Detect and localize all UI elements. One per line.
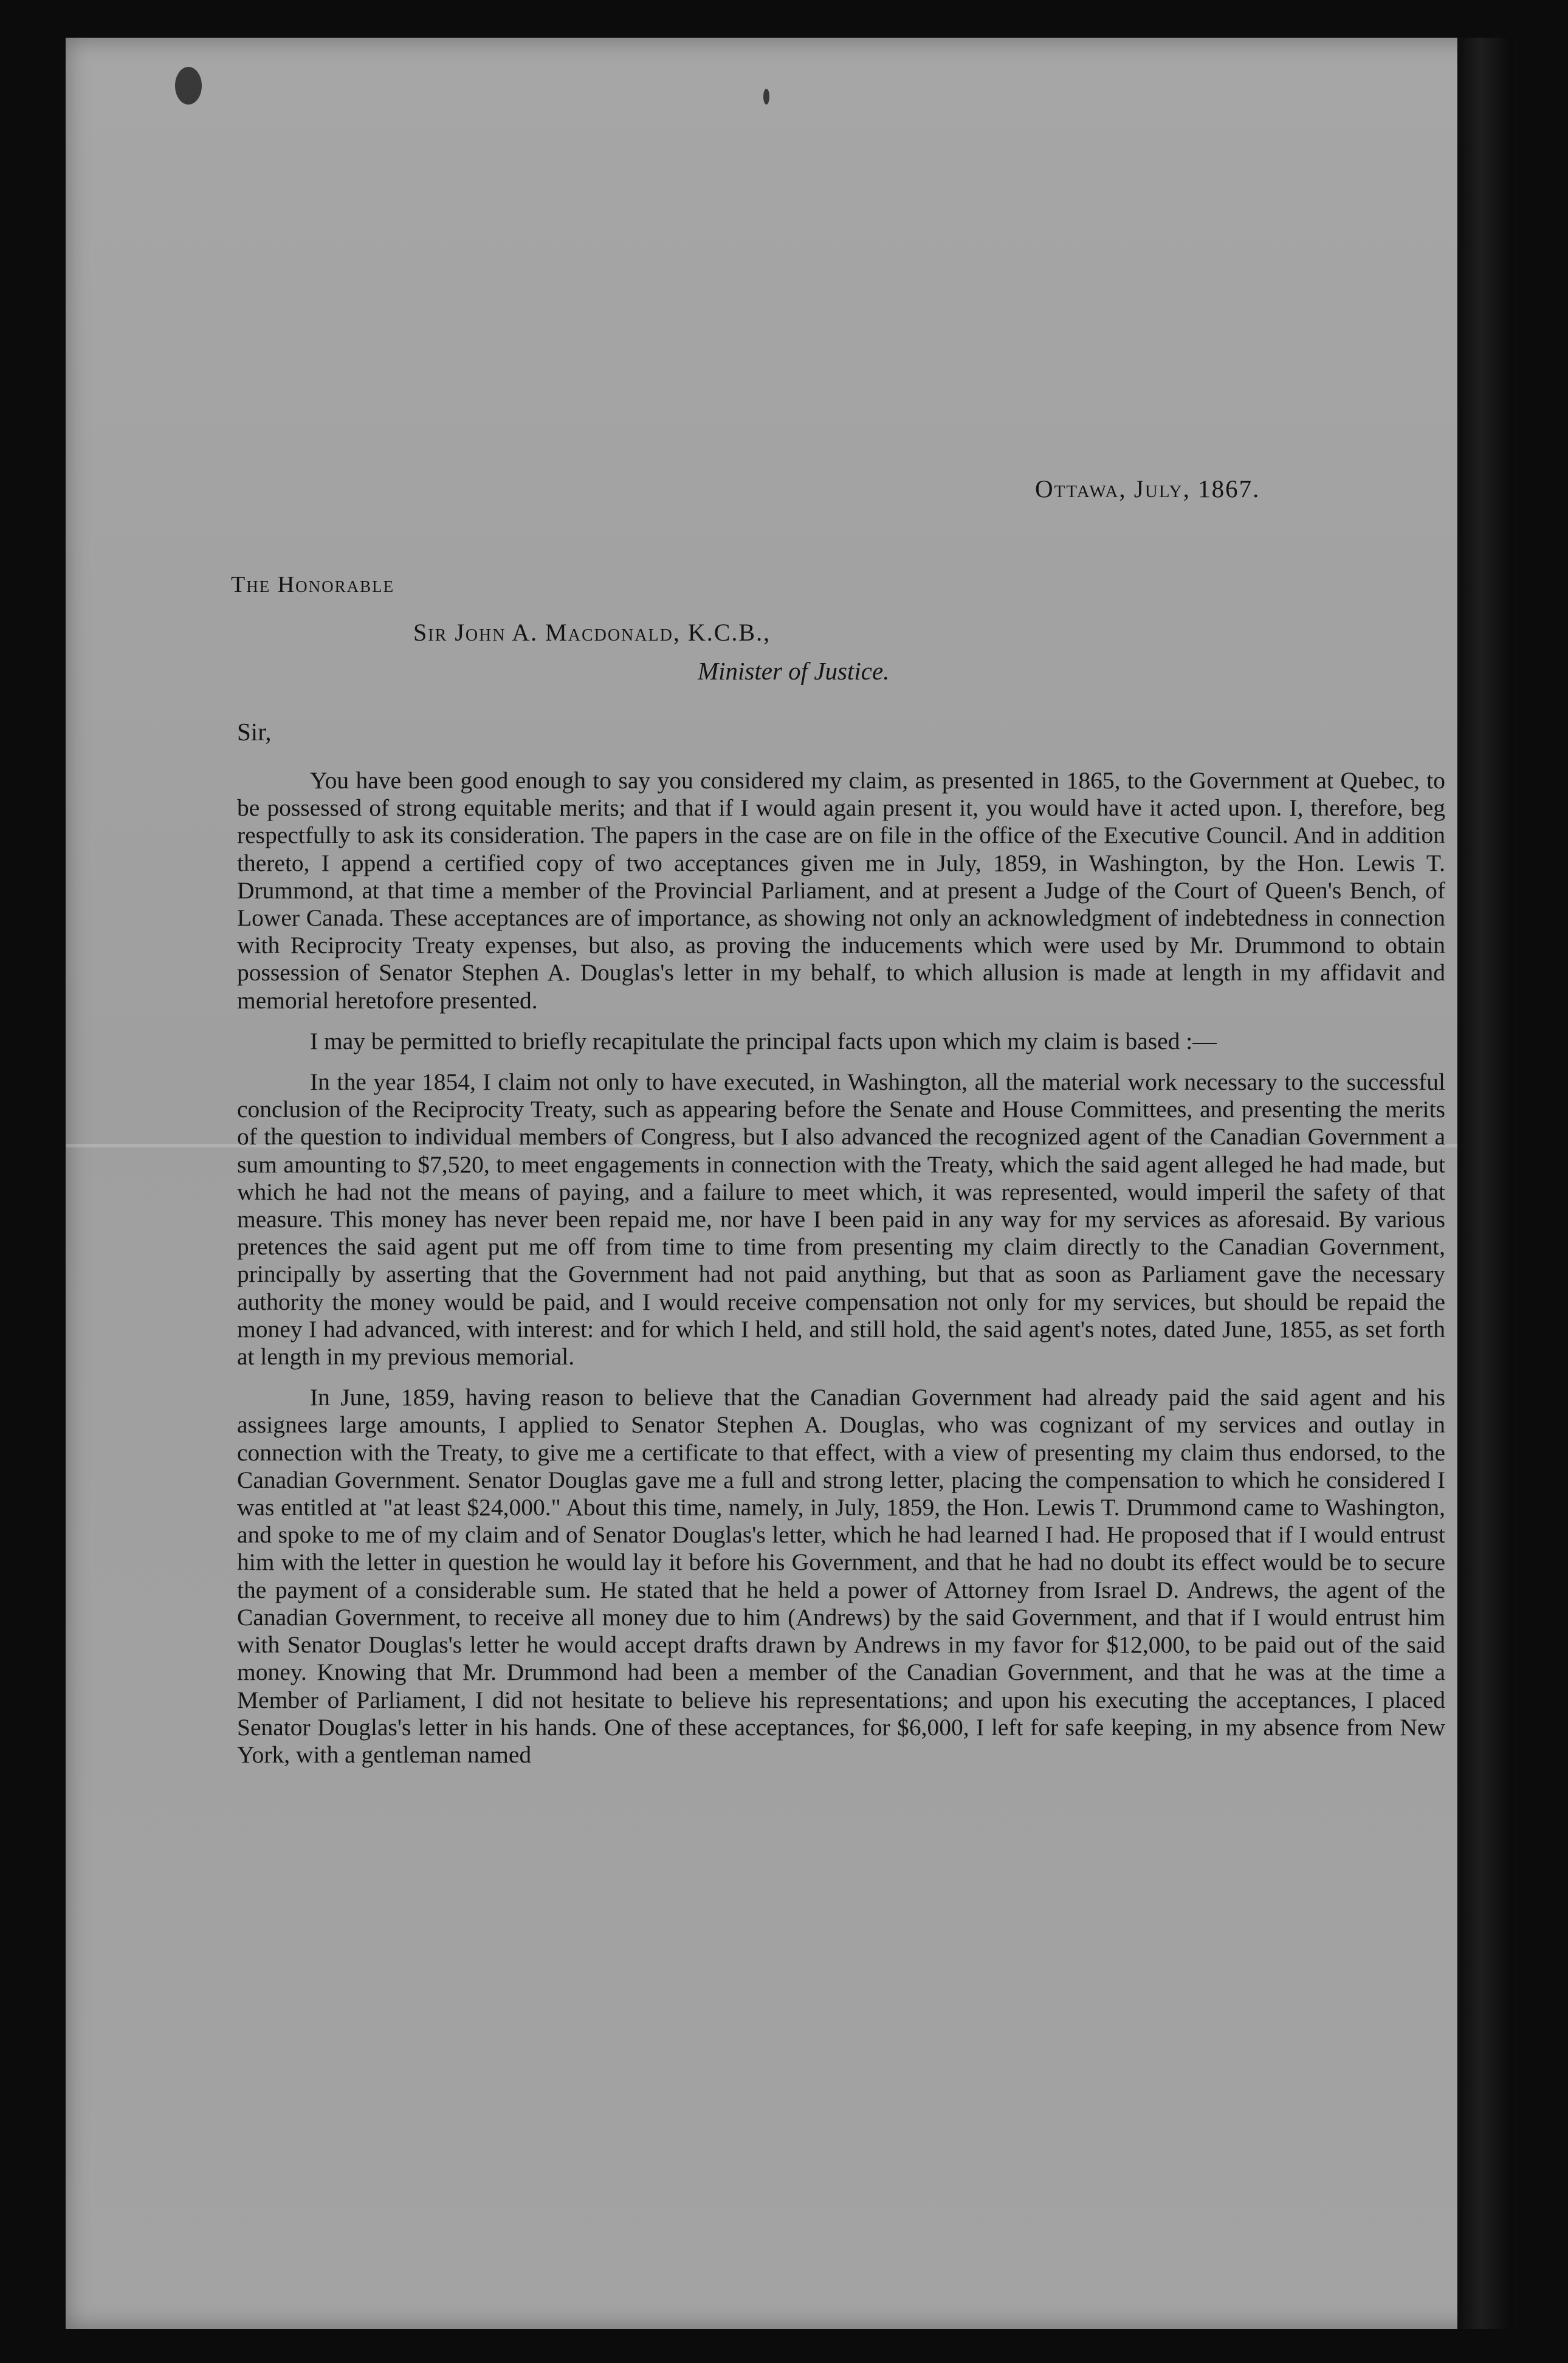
paragraph-1859-acceptances: In June, 1859, having reason to believe that the Canadian Government had already paid the said agent and his assignees large amounts, I applied to Senator Stephen A. Douglas, who was cognizant of my services and outlay in connection with the Treaty, to give me a certificate to that effect, with a view of presenting my claim thus endorsed, to the Canadian Government. Senator Douglas gave me a full and strong letter, placing the compensation to which he considered I was entitled at "at least $24,000." About this time, namely, in July, 1859, the Hon. Lewis T. Drummond came to Washington, and spoke to me of my claim and of Senator Douglas's letter, which he had learned I had. He proposed that if I would entrust him with the letter in question he would lay it before his Government, and that he had no doubt its effect would be to secure the payment of a considerable sum. He stated that he held a power of Attorney from Israel D. Andrews, the agent of the Canadian Government, to receive all money due to him (Andrews) by the said Government, and that if I would entrust him with Senator Douglas's letter he would accept drafts drawn by Andrews in my favor for $12,000, to be paid out of the said money. Knowing that Mr. Drummond had been a member of the Canadian Government, and that he was at the time a Member of Parliament, I did not hesitate to believe his representations; and upon his executing the acceptances, I placed Senator Douglas's letter in his hands. One of these acceptances, for $6,000, I left for safe keeping, in my absence from New York, with a gentleman named [237, 1384, 1445, 1768]
paragraph-recapitulate: I may be permitted to briefly recapitulate the principal facts upon which my claim is based :— [310, 1027, 1217, 1054]
scan-edge [1457, 38, 1513, 2329]
letter-body [237, 767, 1445, 1782]
addressee-name: Sir John A. Macdonald, K.C.B., [413, 619, 771, 646]
ink-blot [175, 67, 202, 105]
paragraph-1854-claim: In the year 1854, I claim not only to have executed, in Washington, all the material work necessary to the successful conclusion of the Reciprocity Treaty, such as appearing before the Senate and House Committees, and presenting the merits of the question to individual members of Congress, but I also advanced the recognized agent of the Canadian Government a sum amounting to $7,520, to meet engagements in connection with the Treaty, which the said agent alleged he had made, but which he had not the means of paying, and a failure to meet which, it was represented, would imperil the safety of that measure. This money has never been repaid me, nor have I been paid in any way for my services as aforesaid. By various pretences the said agent put me off from time to time from presenting my claim directly to the Canadian Government, principally by asserting that the Government had not paid anything, but that as soon as Parliament gave the necessary authority the money would be paid, and I would receive compensation not only for my services, but should be repaid the money I had advanced, with interest: and for which I held, and still hold, the said agent's notes, dated June, 1855, as set forth at length in my previous memorial. [237, 1068, 1445, 1371]
paragraph-claim-intro: You have been good enough to say you considered my claim, as presented in 1865, to the Government at Quebec, to be possessed of strong equitable merits; and that if I would again present it, you would have it acted upon. I, therefore, beg respectfully to ask its consideration. The papers in the case are on file in the office of the Executive Council. And in addition thereto, I append a certified copy of two acceptances given me in July, 1859, in Washington, by the Hon. Lewis T. Drummond, at that time a member of the Provincial Parliament, and at present a Judge of the Court of Queen's Bench, of Lower Canada. These acceptances are of importance, as showing not only an acknowledgment of indebtedness in connection with Reciprocity Treaty expenses, but also, as proving the inducements which were used by Mr. Drummond to obtain possession of Senator Stephen A. Douglas's letter in my behalf, to which allusion is made at length in my affidavit and memorial heretofore presented. [237, 767, 1445, 1014]
salutation: Sir, [237, 718, 272, 746]
addressee-title: The Honorable [231, 572, 395, 597]
addressee-office: Minister of Justice. [698, 657, 890, 685]
dateline: Ottawa, July, 1867. [1035, 475, 1260, 503]
ink-mark [763, 89, 769, 105]
letter-page [66, 38, 1513, 2329]
